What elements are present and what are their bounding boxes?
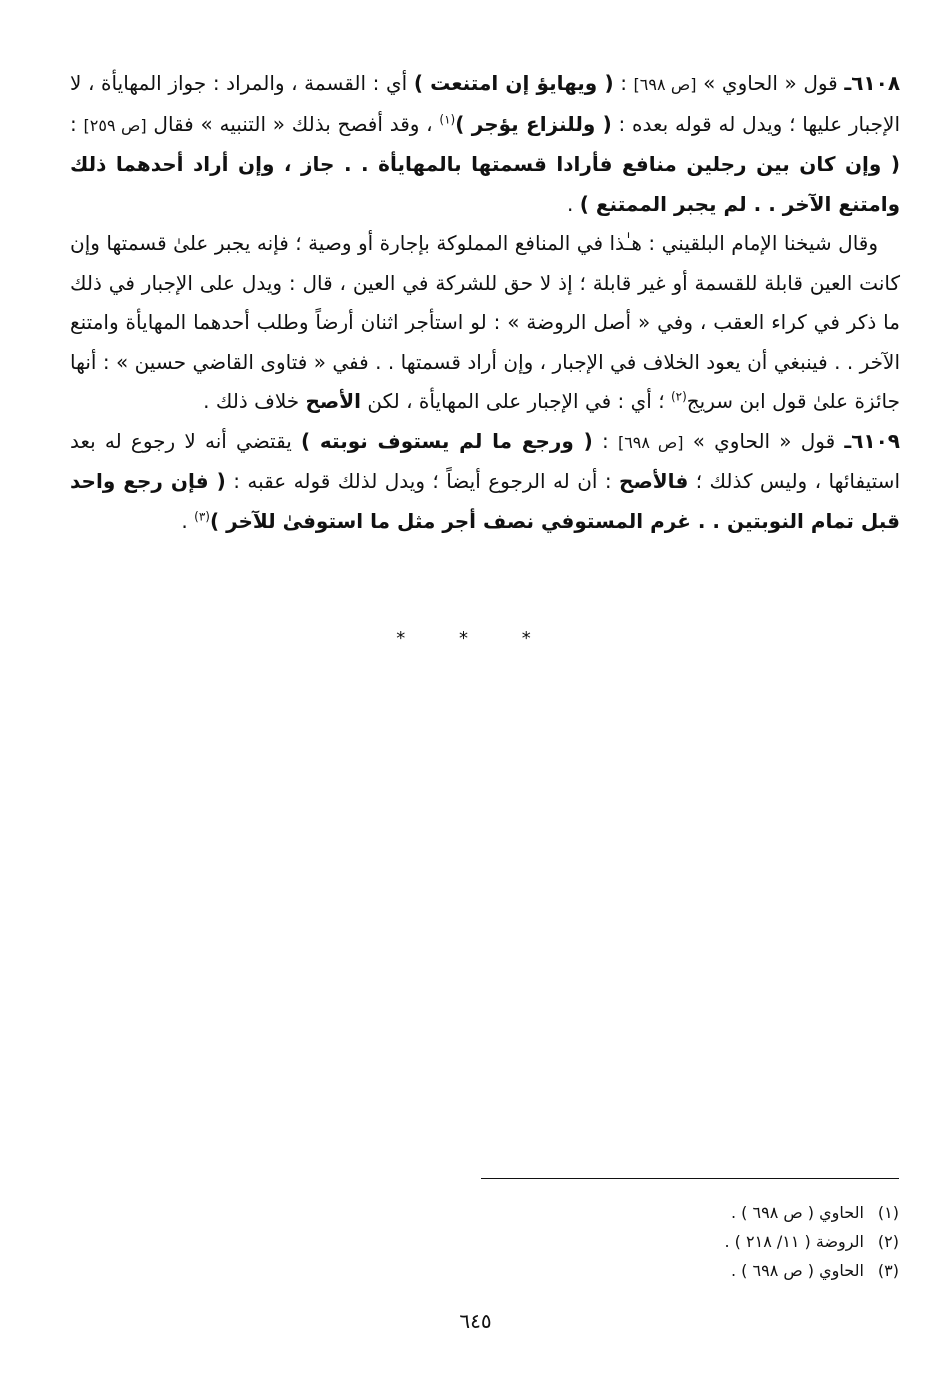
quoted-text: الأصح [305,389,361,413]
page-reference: [ص ٢٥٩] [83,115,147,135]
footnote-number: (٣) [877,1261,899,1280]
text-run: قول « الحاوي » [683,428,836,453]
footnote [481,1256,899,1285]
page-reference: [ص ٦٩٨] [633,75,697,94]
text-run: أي : القسمة ، والمراد : جواز المهايأة ، لا الإجبار عليها ؛ ويدل له قوله بعده : [70,71,901,136]
footnote-divider [481,1178,899,1179]
footnote-number: (٢) [877,1232,899,1251]
text-run: . [567,191,580,216]
entry-number: ٦١٠٩ـ [844,428,901,453]
footnote [481,1227,899,1256]
entry-paragraph [70,64,900,224]
text-run: قول « الحاوي » [696,71,838,95]
footnote-number: (١) [877,1203,899,1222]
text-run: : أن له الرجوع أيضاً ؛ ويدل لذلك قوله عقبه : [225,469,620,493]
paragraph-content [70,429,900,533]
quoted-text: ( فإن رجع واحد قبل تمام النوبتين . . غرم المستوفي نصف أجر مثل ما استوفىٰ للآخر ) [70,469,900,533]
text-run: : [592,428,618,453]
text-run: : [613,71,634,95]
paragraph-content [70,231,900,413]
footnote-marker: (٢) [670,389,687,404]
entry-paragraph [70,422,900,542]
text-run: يقتضي أنه لا رجوع له بعد استيفائها ، وليس كذلك ؛ [70,428,900,493]
footnote-text: الحاوي ( ص ٦٩٨ ) . [731,1203,864,1222]
text-run: خلاف ذلك . [203,389,306,413]
text-run: . [181,508,195,533]
footnote-text: الروضة ( ١١/ ٢١٨ ) . [724,1232,864,1251]
text-run: : [70,111,84,136]
text-run: وقال شيخنا الإمام البلقيني : هـٰذا في المنافع المملوكة بإجارة أو وصية ؛ فإنه يجبر علىٰ قسمتها وإن كانت العين قابلة للقسمة أو غير قابلة ؛ إذ لا حق للشركة في العين ، قال : ويدل على الإجبار في ذلك ما ذكر في كراء العقب ، وفي « أصل الروضة » : لو استأجر اثنان أرضاً وطلب أحدهما المهايأة وامتنع الآخر . . فينبغي أن يعود الخلاف في الإجبار ، وإن أراد قسمتها . . ففي « فتاوى القاضي حسين » : أنها جائزة علىٰ قول ابن سريج [70,231,900,413]
footnote-marker: (١) [439,111,456,126]
quoted-text: ( ورجع ما لم يستوف نوبته ) [300,428,593,453]
footnote [481,1198,899,1227]
footnote-text: الحاوي ( ص ٦٩٨ ) . [731,1261,864,1280]
page-number: ٦٤٥ [459,1309,492,1333]
footnote-marker: (٣) [194,508,210,523]
paragraph-content [70,71,900,216]
entry-number: ٦١٠٨ـ [844,71,901,95]
main-text [70,64,900,541]
quoted-text: ( وإن كان بين رجلين منافع فأرادا قسمتها بالمهايأة . . جاز ، وإن أراد أحدهما ذلك وامتنع الآخر . . لم يجبر الممتنع ) [70,152,900,216]
section-separator: * * * [396,628,555,649]
quoted-text: فالأصح [619,469,689,493]
entry-paragraph [70,224,900,422]
quoted-text: ( ويهايؤ إن امتنعت ) [413,71,614,95]
text-run: ؛ أي : في الإجبار على المهايأة ، لكن [361,389,671,413]
page-reference: [ص ٦٩٨] [617,432,684,452]
footnotes [481,1198,899,1285]
quoted-text: ( وللنزاع يؤجر ) [455,111,612,136]
text-run: ، وقد أفصح بذلك « التنبيه » فقال [146,111,440,136]
